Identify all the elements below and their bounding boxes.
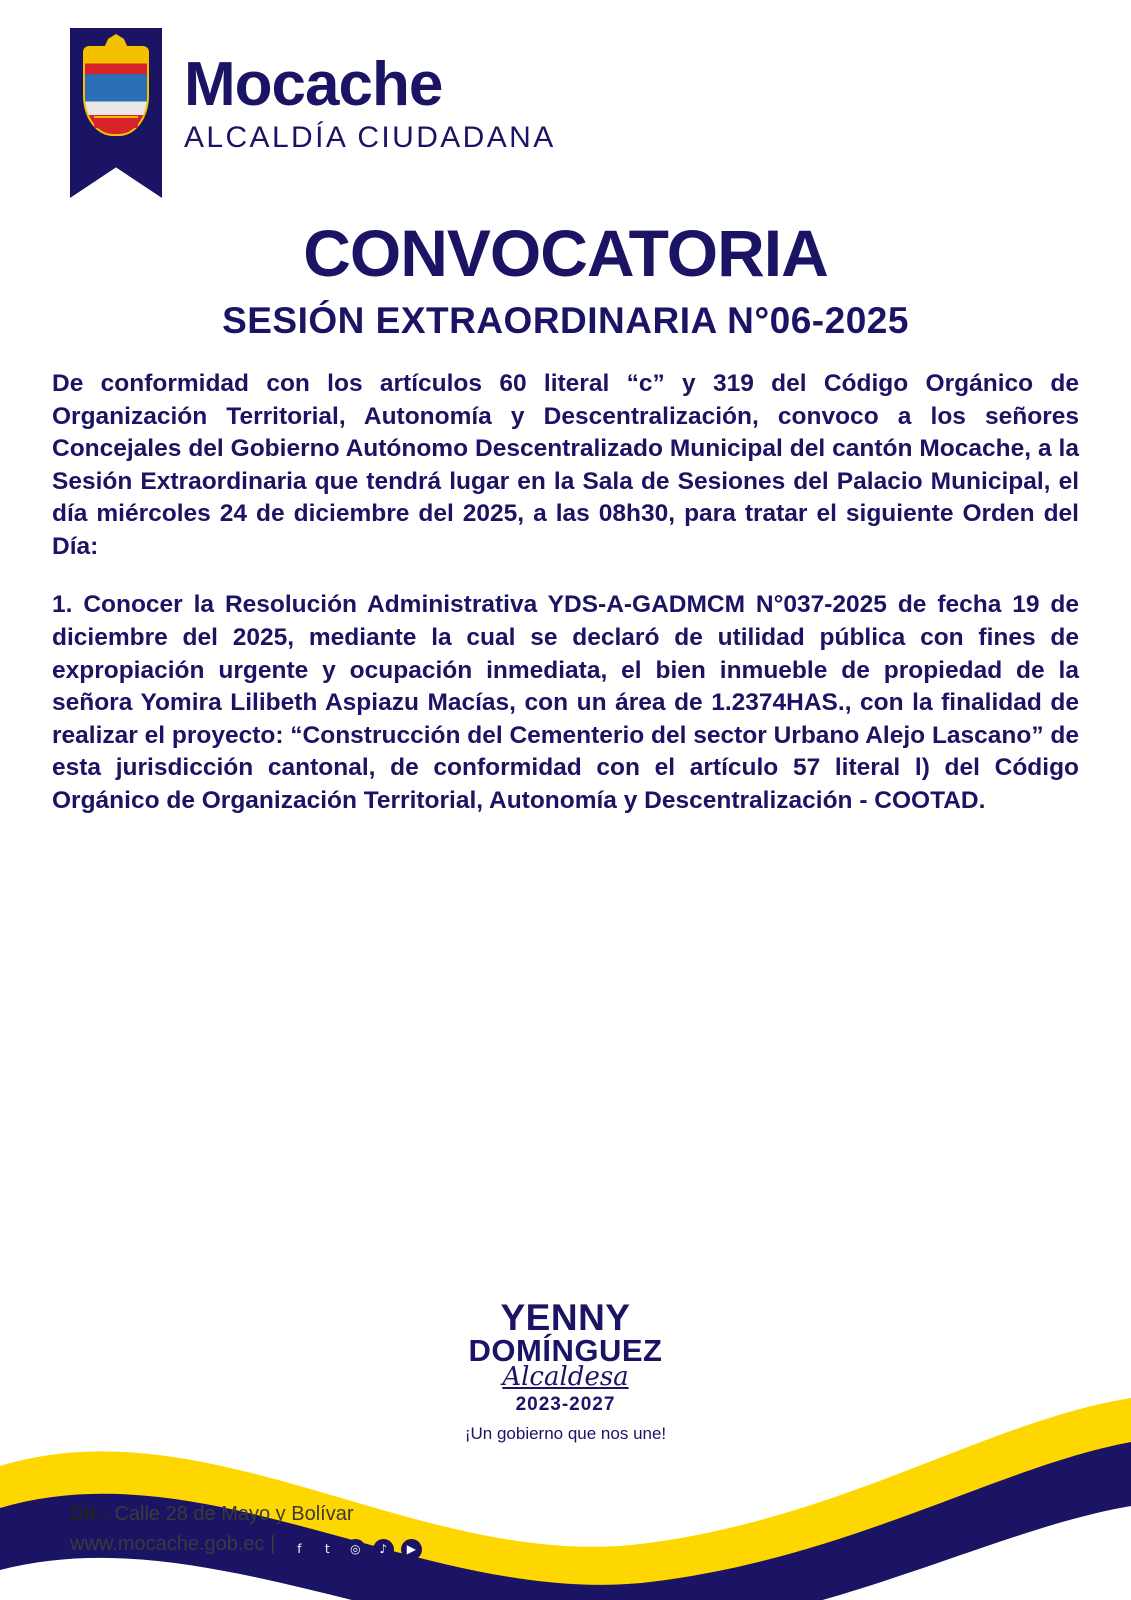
footer-address-label: Dir.: xyxy=(70,1503,109,1525)
footer-contact xyxy=(70,1499,422,1560)
coat-of-arms-icon xyxy=(83,46,149,136)
paragraph-preamble: De conformidad con los artículos 60 literal “c” y 319 del Código Orgánico de Organización Territorial, Autonomía y Descentralización, convoco a los señores Concejales del Gobierno Autónomo Descentralizado Municipal del cantón Mocache, a la Sesión Extraordinaria que tendrá lugar en la Sala de Sesiones del Palacio Municipal, el día miércoles 24 de diciembre del 2025, a las 08h30, para tratar el siguiente Orden del Día: xyxy=(52,370,1079,560)
brand-wordmark xyxy=(184,50,556,155)
page-subtitle: SESIÓN EXTRAORDINARIA N°06-2025 xyxy=(222,300,909,341)
crest-ribbon xyxy=(70,28,162,198)
footer-address-line xyxy=(70,1499,422,1529)
instagram-icon[interactable]: ◎ xyxy=(345,1539,366,1560)
mayor-role-script: Alcaldesa xyxy=(502,1362,629,1393)
page-title: CONVOCATORIA xyxy=(303,216,828,290)
mayor-first-name: YENNY xyxy=(500,1297,631,1338)
facebook-icon[interactable]: f xyxy=(289,1539,310,1560)
mayor-last-name: DOMÍNGUEZ xyxy=(468,1333,663,1369)
term-period: 2023-2027 xyxy=(515,1394,616,1416)
document-body xyxy=(52,368,1079,844)
brand-tagline: ALCALDÍA CIUDADANA xyxy=(184,120,556,154)
brand-name: Mocache xyxy=(184,50,443,119)
tiktok-icon[interactable]: ♪ xyxy=(373,1539,394,1560)
letterhead-logo xyxy=(70,28,556,198)
youtube-icon[interactable]: ▶ xyxy=(401,1539,422,1560)
footer-website[interactable]: www.mocache.gob.ec xyxy=(70,1533,265,1555)
paragraph-agenda-item-1: 1. Conocer la Resolución Administrativa YDS-A-GADMCM N°037-2025 de fecha 19 de diciembre del 2025, mediante la cual se declaró de utilidad pública con fines de expropiación urgente y ocupación inmediata, el bien inmueble de propiedad de la señora Yomira Lilibeth Aspiazu Macías, con un área de 1.2374HAS., con la finalidad de realizar el proyecto: “Construcción del Cementerio del sector Urbano Alejo Lascano” de esta jurisdicción cantonal, de conformidad con el artículo 57 literal l) del Código Orgánico de Organización Territorial, Autonomía y Descentralización - COOTAD. xyxy=(52,591,1079,814)
twitter-icon[interactable]: t xyxy=(317,1539,338,1560)
campaign-slogan: ¡Un gobierno que nos une! xyxy=(464,1424,667,1444)
footer-web-line xyxy=(70,1529,422,1560)
social-links xyxy=(289,1539,422,1560)
footer-separator: | xyxy=(270,1533,276,1555)
mayor-signature-block xyxy=(0,1297,1131,1444)
footer-address: Calle 28 de Mayo y Bolívar xyxy=(114,1503,354,1525)
